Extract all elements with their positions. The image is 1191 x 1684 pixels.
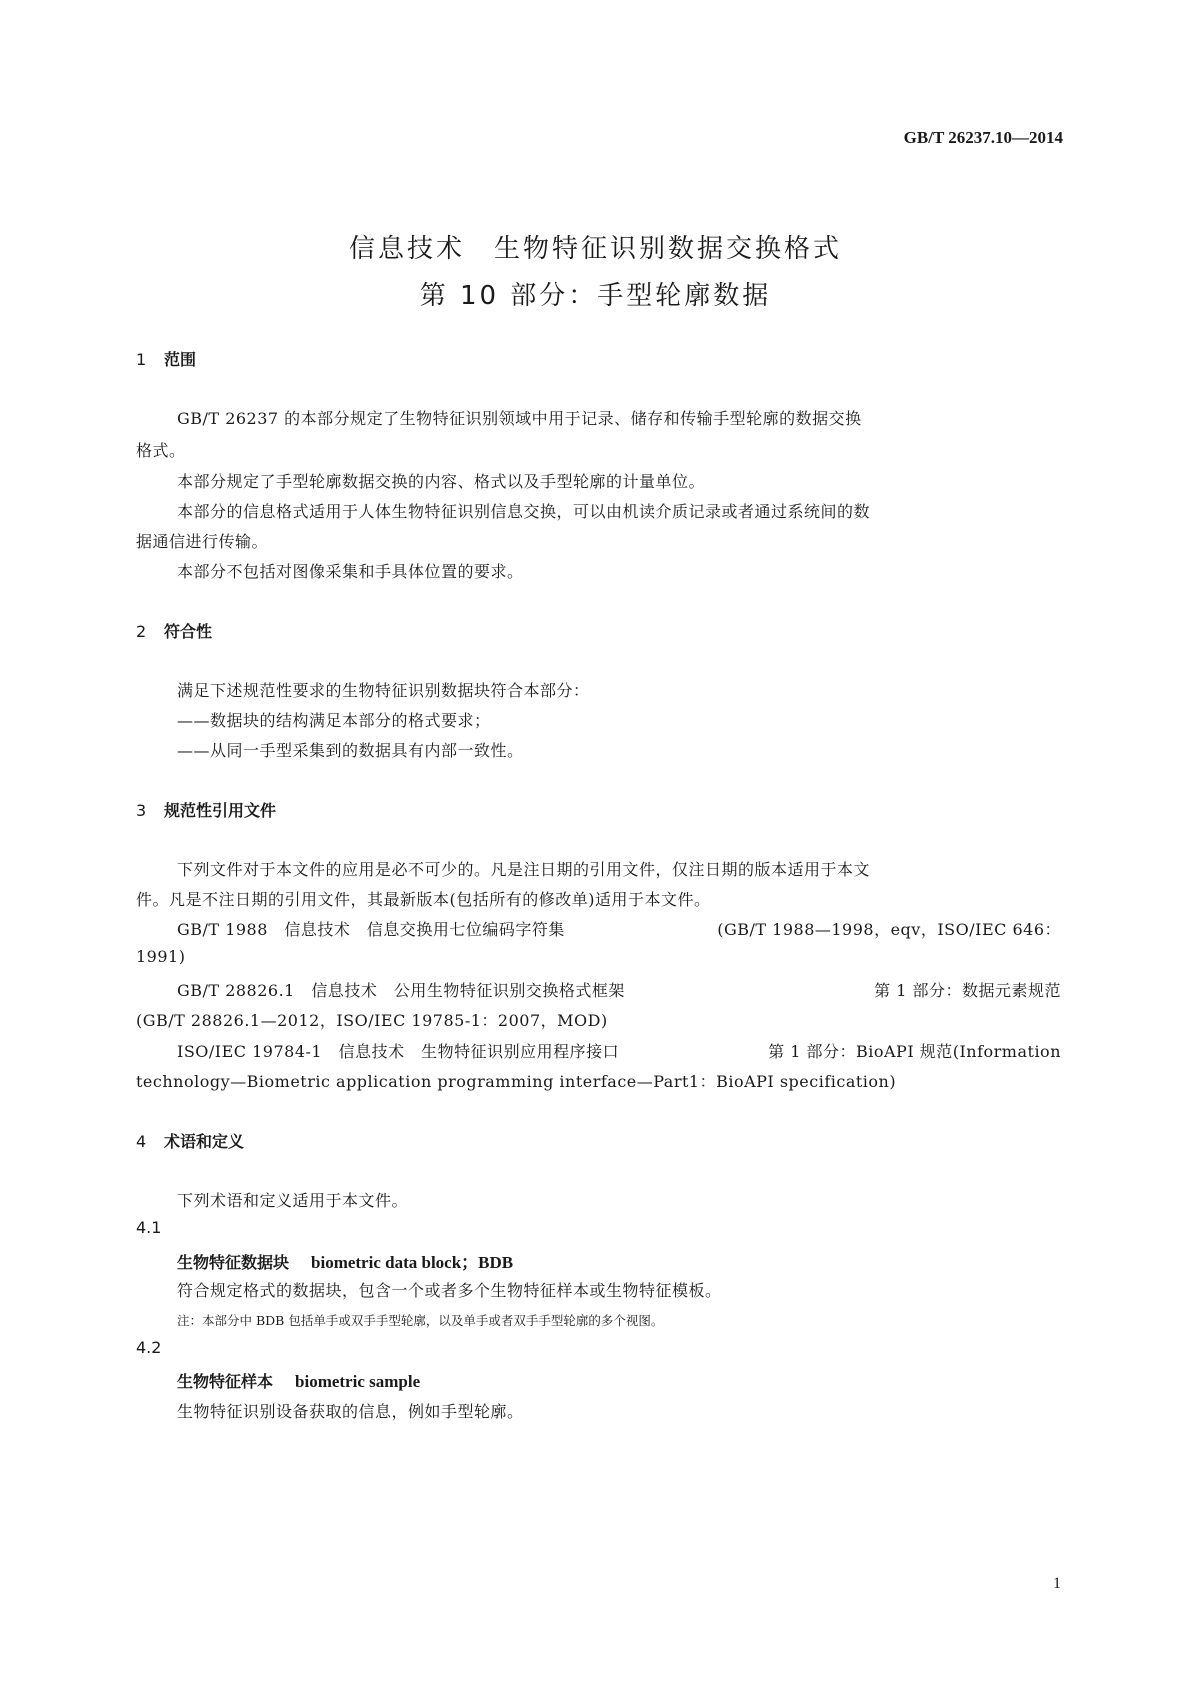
reference-title: GB/T 28826.1 信息技术 公用生物特征识别交换格式框架 — [177, 981, 625, 1000]
reference-continuation: (GB/T 28826.1—2012，ISO/IEC 19785-1：2007，MOD) — [136, 1011, 608, 1030]
term-zh: 生物特征数据块 — [177, 1253, 290, 1272]
section-title: 术语和定义 — [164, 1132, 245, 1151]
paragraph-line: 据通信进行传输。 — [136, 532, 269, 551]
reference-entry — [177, 978, 1061, 1001]
term-en: biometric sample — [295, 1372, 421, 1391]
section-heading-terms-definitions — [136, 1129, 244, 1152]
paragraph-line — [177, 406, 1061, 429]
standard-code: GB/T 26237.10—2014 — [903, 128, 1063, 147]
paragraph: 满足下述规范性要求的生物特征识别数据块符合本部分： — [177, 681, 590, 700]
term-note: 注：本部分中 BDB 包括单手或双手手型轮廓，以及单手或者双手手型轮廓的多个视图。 — [177, 1313, 664, 1328]
reference-detail: (GB/T 1988—1998，eqv，ISO/IEC 646： — [717, 920, 1061, 939]
clause-number: 4.2 — [136, 1338, 162, 1357]
paragraph-line: 格式。 — [136, 441, 186, 460]
section-number: 1 — [136, 350, 147, 369]
reference-title: ISO/IEC 19784-1 信息技术 生物特征识别应用程序接口 — [177, 1042, 620, 1061]
paragraph: 本部分不包括对图像采集和手具体位置的要求。 — [177, 562, 524, 581]
document-title: 信息技术 生物特征识别数据交换格式 — [348, 234, 842, 264]
clause-number: 4.1 — [136, 1218, 162, 1237]
section-heading-scope — [136, 347, 196, 370]
section-title: 符合性 — [164, 622, 213, 641]
dash-list-item: ——数据块的结构满足本部分的格式要求； — [177, 711, 491, 730]
section-heading-normative-references — [136, 798, 276, 821]
term-zh: 生物特征样本 — [177, 1372, 274, 1391]
section-number: 4 — [136, 1132, 147, 1151]
page-number: 1 — [1053, 1575, 1061, 1592]
section-number: 3 — [136, 801, 147, 820]
reference-detail: 第 1 部分：数据元素规范 — [874, 981, 1061, 1000]
paragraph-line: 下列文件对于本文件的应用是必不可少的。凡是注日期的引用文件，仅注日期的版本适用于本文 — [177, 860, 871, 879]
term-en: biometric data block；BDB — [311, 1253, 514, 1272]
text-line: GB/T 26237 的本部分规定了生物特征识别领域中用于记录、储存和传输手型轮廓的数据交换 — [177, 409, 862, 428]
reference-entry — [177, 1039, 1061, 1062]
dash-list-item: ——从同一手型采集到的数据具有内部一致性。 — [177, 741, 524, 760]
document-subtitle: 第 10 部分：手型轮廓数据 — [419, 281, 772, 311]
paragraph-line: 件。凡是不注日期的引用文件，其最新版本(包括所有的修改单)适用于本文件。 — [136, 890, 711, 909]
section-heading-conformance — [136, 619, 212, 642]
term-entry — [177, 1369, 420, 1392]
paragraph: 下列术语和定义适用于本文件。 — [177, 1191, 409, 1210]
section-title: 范围 — [164, 350, 197, 369]
paragraph-line: 本部分的信息格式适用于人体生物特征识别信息交换，可以由机读介质记录或者通过系统间的数 — [177, 502, 871, 521]
section-number: 2 — [136, 622, 147, 641]
reference-continuation: 1991) — [136, 947, 186, 966]
reference-detail: 第 1 部分：BioAPI 规范(Information — [768, 1042, 1061, 1061]
term-entry — [177, 1248, 513, 1273]
reference-entry — [177, 917, 1061, 940]
term-definition: 符合规定格式的数据块，包含一个或者多个生物特征样本或生物特征模板。 — [177, 1281, 722, 1300]
reference-title: GB/T 1988 信息技术 信息交换用七位编码字符集 — [177, 920, 565, 939]
reference-continuation: technology—Biometric application programming interface—Part1：BioAPI specification) — [136, 1072, 897, 1091]
section-title: 规范性引用文件 — [164, 801, 277, 820]
term-definition: 生物特征识别设备获取的信息，例如手型轮廓。 — [177, 1402, 524, 1421]
paragraph: 本部分规定了手型轮廓数据交换的内容、格式以及手型轮廓的计量单位。 — [177, 472, 706, 491]
